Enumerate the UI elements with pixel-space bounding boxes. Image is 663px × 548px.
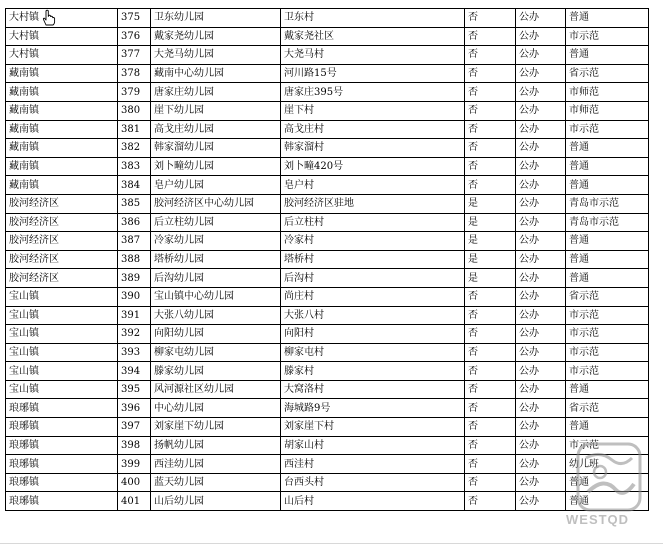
cell-number: 398 <box>118 436 151 455</box>
cell-address: 大窝洛村 <box>281 380 465 399</box>
cell-number: 381 <box>118 120 151 139</box>
cell-number: 401 <box>118 492 151 511</box>
cell-address: 海城路9号 <box>281 399 465 418</box>
cell-grade: 市示范 <box>566 343 649 362</box>
westqd-watermark-logo <box>560 440 650 530</box>
cell-number: 376 <box>118 27 151 46</box>
cell-ownership: 公办 <box>516 399 566 418</box>
table-row <box>6 157 649 176</box>
cell-kindergarten-name: 大尧马幼儿园 <box>151 46 281 65</box>
cell-number: 399 <box>118 455 151 474</box>
cell-kindergarten-name: 冷家幼儿园 <box>151 232 281 251</box>
cell-flag: 否 <box>465 120 516 139</box>
cell-address: 大尧马村 <box>281 46 465 65</box>
cell-kindergarten-name: 后立柱幼儿园 <box>151 213 281 232</box>
cell-kindergarten-name: 卫东幼儿园 <box>151 9 281 28</box>
cell-grade: 市师范 <box>566 101 649 120</box>
cell-kindergarten-name: 韩家溜幼儿园 <box>151 139 281 158</box>
table-row <box>6 83 649 102</box>
cell-ownership: 公办 <box>516 176 566 195</box>
table-row <box>6 101 649 120</box>
cell-flag: 否 <box>465 64 516 83</box>
cell-number: 378 <box>118 64 151 83</box>
cell-address: 唐家庄395号 <box>281 83 465 102</box>
cell-address: 戴家尧社区 <box>281 27 465 46</box>
cell-number: 379 <box>118 83 151 102</box>
cell-grade: 普通 <box>566 176 649 195</box>
cell-address: 胶河经济区驻地 <box>281 194 465 213</box>
cell-number: 397 <box>118 418 151 437</box>
cell-number: 377 <box>118 46 151 65</box>
cell-address: 后沟村 <box>281 269 465 288</box>
cell-grade: 幼儿班 <box>566 455 649 474</box>
cell-flag: 否 <box>465 176 516 195</box>
cell-town: 宝山镇 <box>6 362 118 381</box>
cell-grade: 普通 <box>566 269 649 288</box>
cell-grade: 普通 <box>566 250 649 269</box>
cell-ownership: 公办 <box>516 139 566 158</box>
cell-grade: 省示范 <box>566 287 649 306</box>
cell-kindergarten-name: 塔桥幼儿园 <box>151 250 281 269</box>
cell-number: 400 <box>118 473 151 492</box>
cell-ownership: 公办 <box>516 473 566 492</box>
table-row <box>6 436 649 455</box>
cell-grade: 市示范 <box>566 306 649 325</box>
cell-ownership: 公办 <box>516 83 566 102</box>
cell-town: 琅琊镇 <box>6 399 118 418</box>
cell-town: 宝山镇 <box>6 380 118 399</box>
cell-number: 387 <box>118 232 151 251</box>
cell-number: 395 <box>118 380 151 399</box>
cell-ownership: 公办 <box>516 436 566 455</box>
cell-flag: 否 <box>465 9 516 28</box>
cell-grade: 普通 <box>566 380 649 399</box>
cell-kindergarten-name: 刘家崖下幼儿园 <box>151 418 281 437</box>
cell-ownership: 公办 <box>516 213 566 232</box>
cell-ownership: 公办 <box>516 101 566 120</box>
cell-number: 390 <box>118 287 151 306</box>
cell-town: 藏南镇 <box>6 176 118 195</box>
cell-flag: 是 <box>465 232 516 251</box>
table-row <box>6 362 649 381</box>
table-row <box>6 194 649 213</box>
cell-kindergarten-name: 柳家屯幼儿园 <box>151 343 281 362</box>
cell-address: 刘家崖下村 <box>281 418 465 437</box>
cell-grade: 普通 <box>566 139 649 158</box>
cell-flag: 否 <box>465 455 516 474</box>
cell-ownership: 公办 <box>516 46 566 65</box>
table-row <box>6 269 649 288</box>
table-row <box>6 306 649 325</box>
watermark-text: WESTQD <box>566 512 630 527</box>
cell-flag: 否 <box>465 418 516 437</box>
cell-town: 琅琊镇 <box>6 492 118 511</box>
cell-address: 冷家村 <box>281 232 465 251</box>
table-row <box>6 343 649 362</box>
cell-flag: 是 <box>465 213 516 232</box>
cell-town: 大村镇 <box>6 9 118 28</box>
table-row <box>6 139 649 158</box>
cell-town: 宝山镇 <box>6 343 118 362</box>
table-row <box>6 46 649 65</box>
cell-number: 386 <box>118 213 151 232</box>
cell-town: 藏南镇 <box>6 64 118 83</box>
cell-flag: 否 <box>465 101 516 120</box>
cell-ownership: 公办 <box>516 269 566 288</box>
cell-ownership: 公办 <box>516 455 566 474</box>
cell-town: 大村镇 <box>6 46 118 65</box>
cell-address: 西洼村 <box>281 455 465 474</box>
cell-grade: 市示范 <box>566 120 649 139</box>
cell-number: 396 <box>118 399 151 418</box>
cell-town: 宝山镇 <box>6 287 118 306</box>
cell-kindergarten-name: 山后幼儿园 <box>151 492 281 511</box>
cell-kindergarten-name: 向阳幼儿园 <box>151 325 281 344</box>
cell-kindergarten-name: 高戈庄幼儿园 <box>151 120 281 139</box>
cell-address: 向阳村 <box>281 325 465 344</box>
table-row <box>6 287 649 306</box>
cell-ownership: 公办 <box>516 250 566 269</box>
cell-number: 384 <box>118 176 151 195</box>
cell-ownership: 公办 <box>516 27 566 46</box>
cell-flag: 否 <box>465 157 516 176</box>
cell-grade: 普通 <box>566 157 649 176</box>
table-row <box>6 232 649 251</box>
cell-grade: 市示范 <box>566 436 649 455</box>
cell-address: 滕家村 <box>281 362 465 381</box>
cell-town: 宝山镇 <box>6 325 118 344</box>
table-row <box>6 455 649 474</box>
cell-town: 琅琊镇 <box>6 418 118 437</box>
cell-ownership: 公办 <box>516 306 566 325</box>
cell-number: 380 <box>118 101 151 120</box>
cell-town: 藏南镇 <box>6 101 118 120</box>
cell-grade: 青岛市示范 <box>566 194 649 213</box>
cell-flag: 否 <box>465 325 516 344</box>
cell-number: 391 <box>118 306 151 325</box>
table-row <box>6 213 649 232</box>
cell-address: 卫东村 <box>281 9 465 28</box>
table-row <box>6 64 649 83</box>
cell-grade: 省示范 <box>566 399 649 418</box>
cell-kindergarten-name: 胶河经济区中心幼儿园 <box>151 194 281 213</box>
cell-flag: 否 <box>465 436 516 455</box>
cell-kindergarten-name: 后沟幼儿园 <box>151 269 281 288</box>
cell-address: 河川路15号 <box>281 64 465 83</box>
cell-number: 382 <box>118 139 151 158</box>
cell-number: 392 <box>118 325 151 344</box>
cell-grade: 市示范 <box>566 325 649 344</box>
cell-flag: 否 <box>465 380 516 399</box>
cell-kindergarten-name: 滕家幼儿园 <box>151 362 281 381</box>
cell-flag: 否 <box>465 492 516 511</box>
table-row <box>6 120 649 139</box>
cell-address: 尚庄村 <box>281 287 465 306</box>
cell-address: 崖下村 <box>281 101 465 120</box>
cell-ownership: 公办 <box>516 120 566 139</box>
cell-flag: 是 <box>465 194 516 213</box>
cell-ownership: 公办 <box>516 418 566 437</box>
cell-town: 藏南镇 <box>6 157 118 176</box>
kindergarten-table <box>5 8 649 511</box>
cell-number: 389 <box>118 269 151 288</box>
cell-flag: 否 <box>465 27 516 46</box>
cell-grade: 省示范 <box>566 64 649 83</box>
table-row <box>6 325 649 344</box>
cell-address: 柳家屯村 <box>281 343 465 362</box>
cell-flag: 否 <box>465 362 516 381</box>
cell-ownership: 公办 <box>516 9 566 28</box>
cell-town: 藏南镇 <box>6 120 118 139</box>
hand-pointer-icon <box>41 9 57 27</box>
cell-number: 393 <box>118 343 151 362</box>
cell-kindergarten-name: 中心幼儿园 <box>151 399 281 418</box>
table-row <box>6 27 649 46</box>
cell-kindergarten-name: 大张八幼儿园 <box>151 306 281 325</box>
cell-flag: 是 <box>465 269 516 288</box>
cell-flag: 否 <box>465 399 516 418</box>
cell-grade: 普通 <box>566 46 649 65</box>
cell-address: 韩家溜村 <box>281 139 465 158</box>
table-row <box>6 380 649 399</box>
cell-address: 大张八村 <box>281 306 465 325</box>
cell-address: 刘卜疃420号 <box>281 157 465 176</box>
cell-address: 高戈庄村 <box>281 120 465 139</box>
cell-kindergarten-name: 风河源社区幼儿园 <box>151 380 281 399</box>
cell-town: 藏南镇 <box>6 139 118 158</box>
cell-kindergarten-name: 刘卜疃幼儿园 <box>151 157 281 176</box>
kindergarten-table-container <box>5 8 648 511</box>
page-bottom-rule <box>0 543 663 544</box>
table-row <box>6 418 649 437</box>
cell-kindergarten-name: 西洼幼儿园 <box>151 455 281 474</box>
cell-kindergarten-name: 皂户幼儿园 <box>151 176 281 195</box>
cell-flag: 否 <box>465 343 516 362</box>
cell-ownership: 公办 <box>516 157 566 176</box>
cell-town: 胶河经济区 <box>6 232 118 251</box>
cell-number: 388 <box>118 250 151 269</box>
cell-number: 394 <box>118 362 151 381</box>
cell-ownership: 公办 <box>516 194 566 213</box>
cell-number: 385 <box>118 194 151 213</box>
table-row <box>6 176 649 195</box>
cell-flag: 否 <box>465 83 516 102</box>
table-row <box>6 492 649 511</box>
cell-town: 琅琊镇 <box>6 455 118 474</box>
cell-grade: 普通 <box>566 232 649 251</box>
cell-ownership: 公办 <box>516 362 566 381</box>
cell-kindergarten-name: 藏南中心幼儿园 <box>151 64 281 83</box>
cell-flag: 否 <box>465 46 516 65</box>
cell-town: 琅琊镇 <box>6 473 118 492</box>
cell-town: 琅琊镇 <box>6 436 118 455</box>
cell-ownership: 公办 <box>516 232 566 251</box>
cell-address: 塔桥村 <box>281 250 465 269</box>
cell-flag: 否 <box>465 287 516 306</box>
cell-ownership: 公办 <box>516 287 566 306</box>
cell-flag: 否 <box>465 473 516 492</box>
cell-grade: 市示范 <box>566 27 649 46</box>
cell-kindergarten-name: 蓝天幼儿园 <box>151 473 281 492</box>
cell-kindergarten-name: 戴家尧幼儿园 <box>151 27 281 46</box>
table-row <box>6 399 649 418</box>
cell-address: 胡家山村 <box>281 436 465 455</box>
cell-address: 皂户村 <box>281 176 465 195</box>
cell-kindergarten-name: 扬帆幼儿园 <box>151 436 281 455</box>
cell-town: 藏南镇 <box>6 83 118 102</box>
table-row <box>6 473 649 492</box>
cell-town: 胶河经济区 <box>6 250 118 269</box>
cell-town: 宝山镇 <box>6 306 118 325</box>
cell-town: 胶河经济区 <box>6 269 118 288</box>
cell-grade: 普通 <box>566 418 649 437</box>
table-row <box>6 250 649 269</box>
table-body <box>6 9 649 511</box>
cell-flag: 否 <box>465 139 516 158</box>
cell-ownership: 公办 <box>516 64 566 83</box>
cell-grade: 普通 <box>566 473 649 492</box>
cell-kindergarten-name: 唐家庄幼儿园 <box>151 83 281 102</box>
table-row <box>6 9 649 28</box>
cell-grade: 市师范 <box>566 83 649 102</box>
cell-grade: 普通 <box>566 9 649 28</box>
cell-ownership: 公办 <box>516 492 566 511</box>
cell-kindergarten-name: 宝山镇中心幼儿园 <box>151 287 281 306</box>
cell-number: 375 <box>118 9 151 28</box>
cell-address: 山后村 <box>281 492 465 511</box>
cell-ownership: 公办 <box>516 325 566 344</box>
cell-grade: 青岛市示范 <box>566 213 649 232</box>
cell-flag: 是 <box>465 250 516 269</box>
cell-address: 台西头村 <box>281 473 465 492</box>
cell-number: 383 <box>118 157 151 176</box>
cell-grade: 市示范 <box>566 362 649 381</box>
cell-ownership: 公办 <box>516 343 566 362</box>
cell-town: 胶河经济区 <box>6 194 118 213</box>
cell-town: 大村镇 <box>6 27 118 46</box>
cell-address: 后立柱村 <box>281 213 465 232</box>
cell-grade: 普通 <box>566 492 649 511</box>
cell-town: 胶河经济区 <box>6 213 118 232</box>
cell-flag: 否 <box>465 306 516 325</box>
cell-kindergarten-name: 崖下幼儿园 <box>151 101 281 120</box>
cell-ownership: 公办 <box>516 380 566 399</box>
